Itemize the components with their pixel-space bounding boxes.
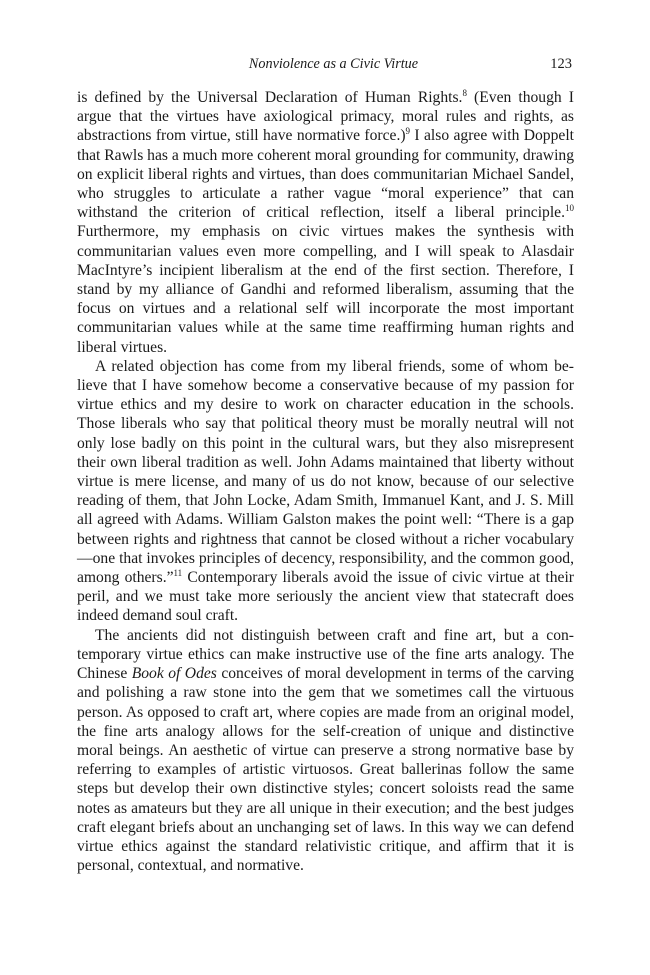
paragraph: [77, 88, 574, 357]
text-run: The ancients did not distinguish between craft and fine art, but a contemporary virtue ethics can make instructive use of the fine arts analogy. The Chinese: [77, 626, 574, 683]
body-text: [77, 88, 574, 875]
footnote-ref: 11: [173, 567, 183, 578]
footnote-ref: 9: [405, 126, 411, 137]
text-run: I also agree with Doppelt that Rawls has a much more coherent moral grounding for community, drawing on explicit liberal rights and virtues, than does communitarian Michael Sandel, who struggles to articulate a rather vague “moral experience” that can withstand the criterion of critical reflection, itself a liberal principle.: [77, 127, 574, 222]
text-run: A related objection has come from my liberal friends, some of whom believe that I have somehow become a conservative because of my passion for virtue ethics and my desire to work on character education in the schools. Those liberals who say that political theory must be morally neutral will not only lose badly on this point in the cultural wars, but they also misrepresent their own liberal tradition as well. John Adams maintained that liberty without virtue is mere license, and many of us do not know, because of our selective reading of them, that John Locke, Adam Smith, Immanuel Kant, and J. S. Mill all agreed with Adams. William Galston makes the point well: “There is a gap between rights and rightness that cannot be closed without a richer vocabulary—one that invokes principles of decency, responsibility, and the common good, among others.”: [77, 357, 574, 587]
text-run: (Even though I argue that the virtues have axiological primacy, moral rules and rights, as abstractions from virtue, still have normative force.): [77, 89, 574, 145]
page-number: 123: [550, 56, 572, 72]
text-run: Furthermore, my emphasis on civic virtues makes the synthesis with communitarian values even more compelling, and I will speak to Alasdair MacIntyre’s incipient liberalism at the end of the first section. Therefore, I stand by my alliance of Gandhi and reformed liberalism, assuming that the focus on virtues and a relational self will incorporate the most important communitarian values while at the same time reaffirming human rights and liberal virtues.: [77, 223, 574, 356]
running-title: Nonviolence as a Civic Virtue: [248, 56, 419, 72]
footnote-ref: 10: [565, 203, 574, 214]
running-head: [95, 52, 572, 76]
text-run: conceives of moral development in terms of the carving and polishing a raw stone into the gem that we sometimes call the virtuous person. As opposed to craft art, where copies are made from an original model, the fine arts analogy allows for the self-creation of unique and distinctive moral beings. An aesthetic of virtue can preserve a strong normative base by referring to examples of artistic virtuosos. Great ballerinas follow the same steps but develop their own distinctive styles; concert soloists read the same notes as amateurs but they are all unique in their execution; and the best judges craft elegant briefs about an unchanging set of laws. In this way we can defend virtue ethics against the standard relativistic critique, and affirm that it is personal, contextual, and normative.: [77, 665, 574, 875]
italic-title: Book of Odes: [131, 665, 217, 683]
text-run: Contemporary liberals avoid the issue of civic virtue at their peril, and we must take more seriously the ancient view that statecraft does indeed demand soul craft.: [77, 569, 574, 625]
paragraph: [77, 357, 574, 626]
paragraph: [77, 626, 574, 876]
footnote-ref: 8: [462, 87, 467, 98]
text-run: is defined by the Universal Declaration of Human Rights.: [77, 89, 463, 106]
